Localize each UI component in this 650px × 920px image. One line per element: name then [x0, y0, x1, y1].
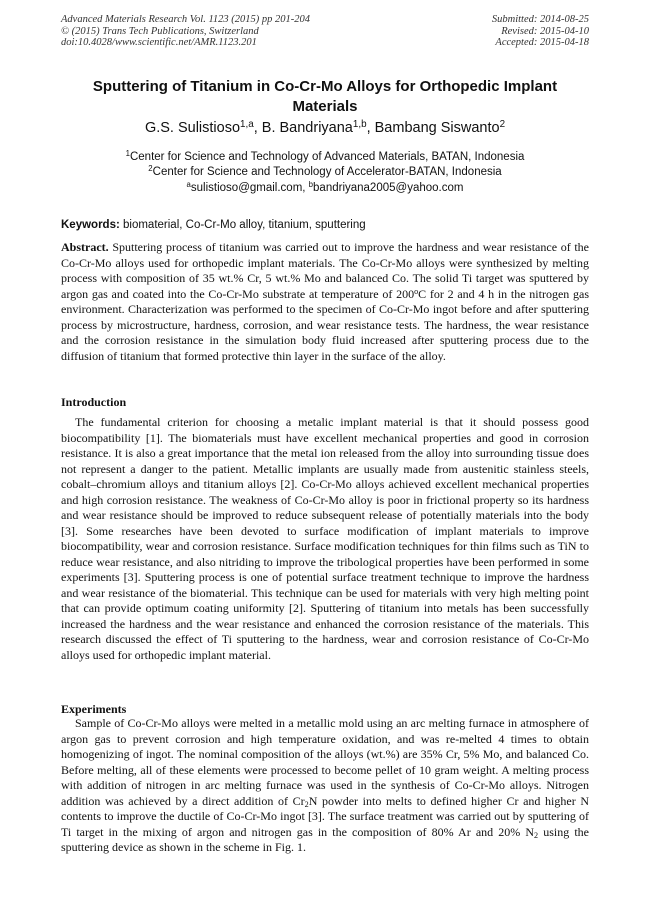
affiliation-list: [60, 150, 590, 179]
author-affiliation-mark: 2: [499, 119, 506, 131]
experiments-text-cont: N powder into melts to defined higher Cr and higher N contents to improve the ductile of Co-Cr-Mo ingot [3]. The surface treatment was carried out by sputtering of Ti target in the mixing of argon and nitrogen gas in the composition of 80% Ar and 20% N: [61, 793, 589, 839]
affiliation-text: Center for Science and Technology of Advanced Materials, BATAN, Indonesia: [129, 151, 525, 163]
copyright-line: © (2015) Trans Tech Publications, Switzerland: [61, 25, 259, 37]
email-mark: b: [308, 180, 314, 190]
subscript: 2: [534, 830, 539, 840]
author-name: G.S. Sulistioso: [144, 120, 241, 136]
paper-title: Sputtering of Titanium in Co-Cr-Mo Alloys for Orthopedic Implant Materials: [92, 78, 558, 115]
abstract-label: Abstract.: [61, 240, 109, 254]
submission-dates: [492, 14, 589, 49]
author-name: B. Bandriyana: [261, 120, 353, 136]
journal-info: [61, 14, 310, 49]
subscript: 2: [304, 799, 309, 809]
journal-volume: Advanced Materials Research Vol. 1123 (2015) pp 201-204: [61, 14, 311, 25]
author-affiliation-mark: 1,a: [240, 119, 254, 131]
experiments-heading: Experiments: [61, 702, 127, 716]
affiliation-text: Center for Science and Technology of Accelerator-BATAN, Indonesia: [152, 165, 502, 178]
degree-mark: o: [414, 286, 419, 296]
keywords-line: [61, 219, 589, 231]
abstract-text: Sputtering process of titanium was carried out to improve the hardness and wear resistance of the Co-Cr-Mo alloys used for orthopedic implant materials. The Co-Cr-Mo alloys were synthesized by melting process with composition of 35 wt.% Cr, 5 wt.% Mo and balanced Co. The solid Ti target was sputtered by argon gas and coated into the Co-Cr-Mo substrate at temperature of 200: [61, 240, 589, 301]
experiments-text: Sample of Co-Cr-Mo alloys were melted in a metallic mold using an arc melting furnace in atmosphere of argon gas to prevent corrosion and high temperature oxidation, and was re-melted 4 times to obtain homogenizing of ingot. The nominal composition of the alloys (wt.%) are 35% Cr, 5% Mo, and balanced Co. Before melting, all of these elements were processed to become pellet of 10 gram weight. A melting process with addition of nitrogen in arc melting furnace was used in the synthesis of Co-Cr-Mo alloys. Nitrogen addition was achieved by a direct addition of Cr: [61, 716, 589, 808]
author-list: G.S. Sulistioso$^{1,a}$, B. Bandriyana$^{1,b}$, Bambang Siswanto$^2$: [144, 119, 506, 136]
experiments-paragraph: [61, 716, 589, 856]
introduction-paragraph: The fundamental criterion for choosing a metalic implant material is that it should possess good biocompatibility [1]. The biomaterials must have excellent mechanical properties and good in corrosion resistance. It is also a great importance that the metal ion released from the alloy into surrounding tissue does not represent a danger to the patient. Metallic implants are usually made from austenitic stainless steels, cobalt–chromium alloys and titanium alloys [2]. Co-Cr-Mo alloys achieved excellent mechanical properties and high corrosion resistance. The weakness of Co-Cr-Mo alloy is poor in frictional property so its hardness and wear resistance should be improved to reduce subsequent release of potentially materials into the body [3]. Some researches have been devoted to surface modification of implant materials to improve biocompatibility, wear and corrosion resistance. Surface modification techniques for thin films such as TiN to reduce wear resistance, and also nitriding to improve the tribological properties have been performed in some experiments [3]. Sputtering process is one of potential surface treatment technique to improve the hardness and wear resistance of the biomaterial. This technique can be used for materials with very high melting point that can provide optimum coating uniformity [2]. Sputtering of titanium into metals has been successfully increased the hardness and the wear resistance and enhanced the corrosion resistance of the materials. This research discussed the effect of Ti sputtering to the hardness, wear and corrosion resistance of Co-Cr-Mo alloys used for orthopedic implant material.: [61, 415, 589, 662]
email-address: sulistioso@gmail.com: [190, 182, 303, 194]
affiliation-mark: 2: [148, 163, 153, 173]
email-address: bandriyana2005@yahoo.com: [313, 182, 464, 194]
abstract-text-cont: C for 2 and 4 h in the nitrogen gas environment. Characterization was performed to the specimen of Co-Cr-Mo ingot before and after sputtering process by microstructure, hardness, corrosion, and wear resistance tests. The hardness, the wear resistance and the corrosion resistance in the simulation body fluid increased after sputtering process due to the diffusion of titanium that formed protective thin layer in the surface of the alloy.: [61, 286, 589, 363]
affiliation-line: [60, 150, 590, 165]
keywords-text: biomaterial, Co-Cr-Mo alloy, titanium, sputtering: [123, 219, 366, 231]
introduction-heading: Introduction: [61, 395, 127, 409]
abstract-paragraph: [61, 240, 589, 364]
revised-date: Revised: 2015-04-10: [501, 25, 589, 37]
author-affiliation-mark: 1,b: [352, 119, 367, 131]
keywords-label: Keywords:: [61, 219, 120, 231]
experiments-text-end: using the sputtering device as shown in the scheme in Fig. 1.: [61, 824, 589, 854]
doi-line: doi:10.4028/www.scientific.net/AMR.1123.201: [61, 37, 257, 48]
email-list: $^a$sulistioso@gmail.com, $^b$bandriyana2005@yahoo.com: [186, 180, 464, 194]
email-mark: a: [186, 180, 191, 190]
affiliation-mark: 1: [125, 149, 130, 159]
accepted-date: Accepted: 2015-04-18: [495, 37, 589, 48]
author-name: Bambang Siswanto: [374, 120, 500, 136]
submitted-date: Submitted: 2014-08-25: [491, 14, 589, 25]
affiliation-line: [60, 165, 590, 180]
